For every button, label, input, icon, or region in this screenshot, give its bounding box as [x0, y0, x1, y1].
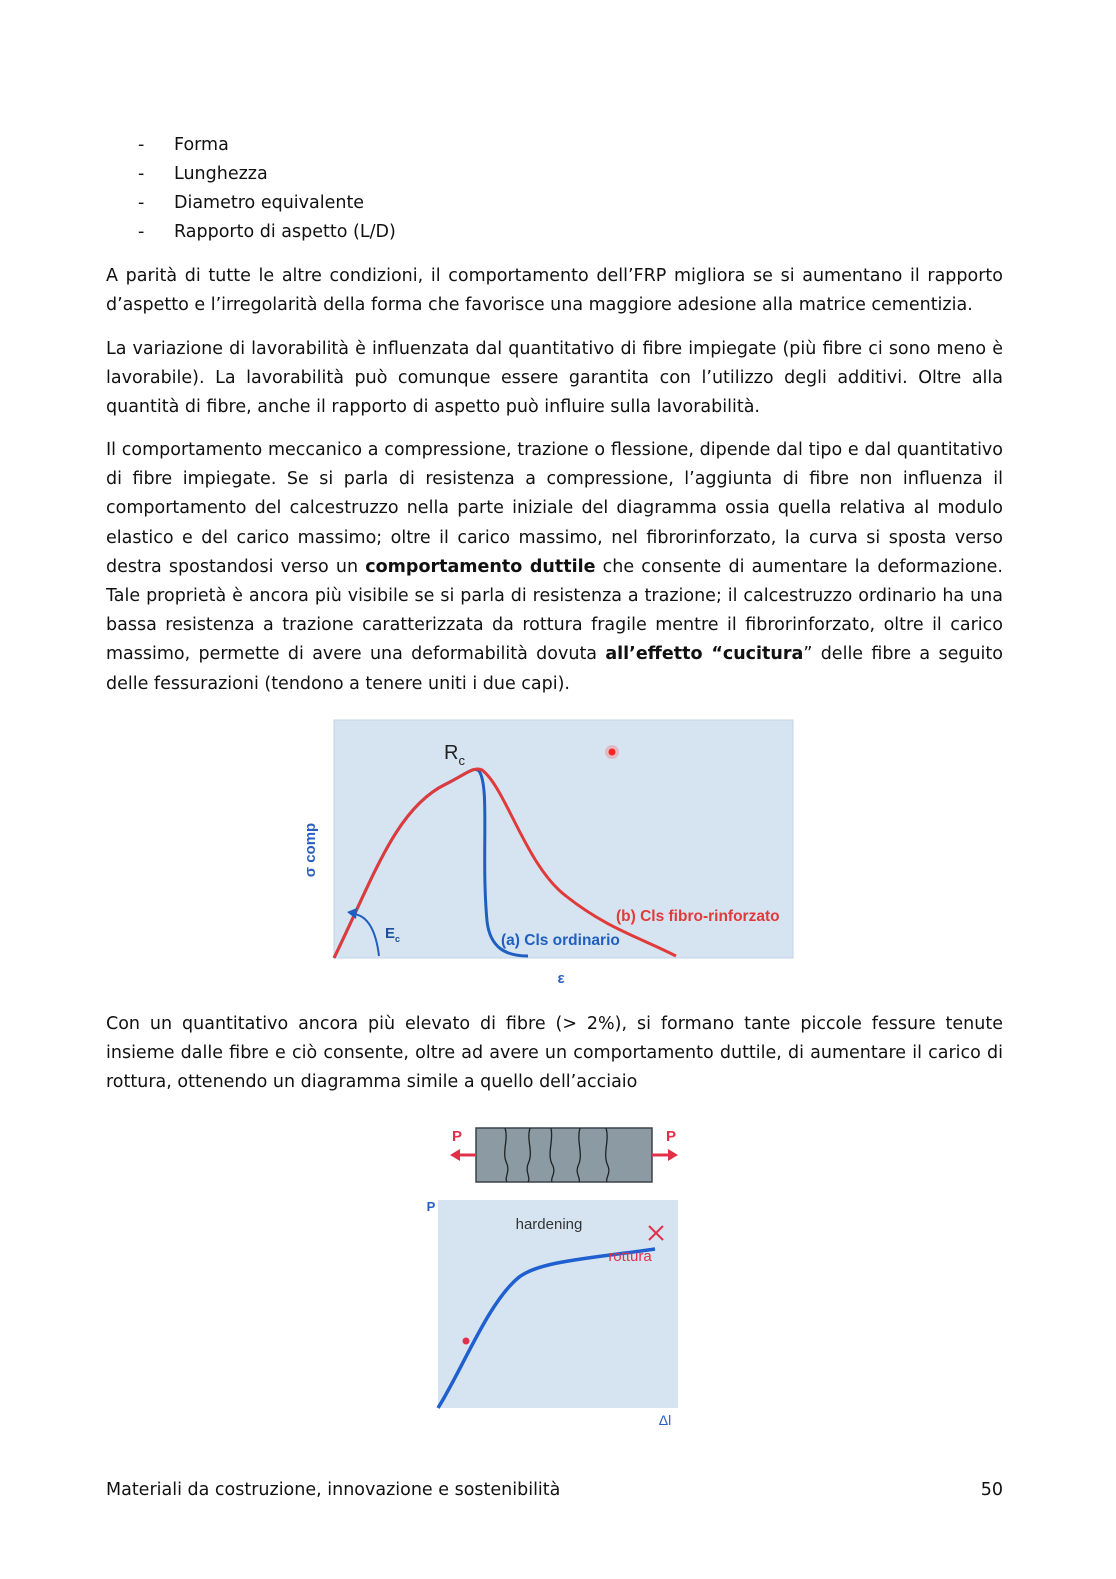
peak-label-rc: $R_c$	[444, 742, 465, 768]
bullet-dash: -	[138, 164, 145, 184]
specimen-block	[476, 1128, 652, 1182]
list-item-text: Rapporto di aspetto (L/D)	[174, 222, 396, 242]
list-item-text: Lunghezza	[174, 164, 268, 184]
load-label-left: P	[451, 1128, 463, 1145]
list-item	[138, 189, 396, 218]
paragraph-high-fiber-content: Con un quantitativo ancora più elevato di fibre (> 2%), si formano tante piccole fessure tenute insieme dalle fibre e ciò consente, oltre ad avere un comportamento duttile, di aumentare il carico di rottura, ottenendo un diagramma simile a quello dell’acciaio	[106, 1014, 1003, 1093]
list-item-text: Diametro equivalente	[174, 193, 365, 213]
bold-ductile-behavior: comportamento duttile	[365, 556, 596, 577]
modulus-label-ec: $E_c$	[385, 925, 401, 944]
curve-point-marker	[463, 1338, 470, 1345]
bullet-dash: -	[138, 222, 145, 242]
load-label-right: P	[665, 1128, 677, 1145]
list-item	[138, 131, 396, 160]
text-run: che consente di aumentare la deformazione. Tale proprietà è ancora più visibile se si parla di resistenza a trazione; il calcestruzzo ordinario ha una bassa resistenza a trazione caratterizzata da rottura fragile mentre il fibrorinforzato, oltre il carico massimo, permette di avere una deformabilità dovuta	[106, 556, 1003, 665]
arrow-left-icon	[450, 1149, 460, 1161]
rupture-label: rottura	[608, 1248, 652, 1265]
list-item-text: Forma	[174, 135, 229, 155]
list-item	[138, 218, 396, 247]
page-number: 50	[980, 1480, 1003, 1500]
paragraph-mechanical-behavior	[106, 436, 1003, 699]
y-axis-label: P	[426, 1199, 436, 1214]
curve-a-label: (a) Cls ordinario	[501, 932, 620, 949]
compression-stress-strain-figure	[296, 716, 796, 996]
curve-b-label: (b) Cls fibro-rinforzato	[616, 908, 780, 925]
bold-stitching-effect: all’effetto “cucitura	[605, 644, 804, 665]
paragraph-workability: La variazione di lavorabilità è influenzata dal quantitativo di fibre impiegate (più fibre ci sono meno è lavorabile). La lavorabilità può comunque essere garantita con l’utilizzo degli additivi. Oltre alla quantità di fibre, anche il rapporto di aspetto può influire sulla lavorabilità.	[106, 339, 1003, 418]
bullet-dash: -	[138, 135, 145, 155]
x-axis-label: Δl	[658, 1412, 672, 1428]
red-dot-glow	[605, 745, 619, 759]
tension-hardening-figure	[418, 1118, 698, 1433]
bullet-list	[138, 131, 396, 247]
text-run: ” delle fibre a seguito delle fessurazioni (tendono a tenere uniti i due capi).	[106, 644, 1003, 694]
paragraph-aspect-ratio: A parità di tutte le altre condizioni, il comportamento dell’FRP migliora se si aumentano il rapporto d’aspetto e l’irregolarità della forma che favorisce una maggiore adesione alla matrice cementizia.	[106, 266, 1003, 316]
bullet-dash: -	[138, 193, 145, 213]
arrow-right-icon	[668, 1149, 678, 1161]
x-axis-label: ε	[557, 970, 565, 987]
footer-title: Materiali da costruzione, innovazione e sostenibilità	[106, 1480, 561, 1500]
y-axis-label: σ comp	[302, 822, 319, 878]
text-run: Il comportamento meccanico a compressione, trazione o flessione, dipende dal tipo e dal quantitativo di fibre impiegate. Se si parla di resistenza a compressione, l’aggiunta di fibre non influenza il comportamento del calcestruzzo nella parte iniziale del diagramma ossia quella relativa al modulo elastico e del carico massimo; oltre il carico massimo, nel fibrorinforzato, la curva si sposta verso destra spostandosi verso un	[106, 440, 1003, 577]
hardening-label: hardening	[515, 1216, 583, 1233]
list-item	[138, 160, 396, 189]
